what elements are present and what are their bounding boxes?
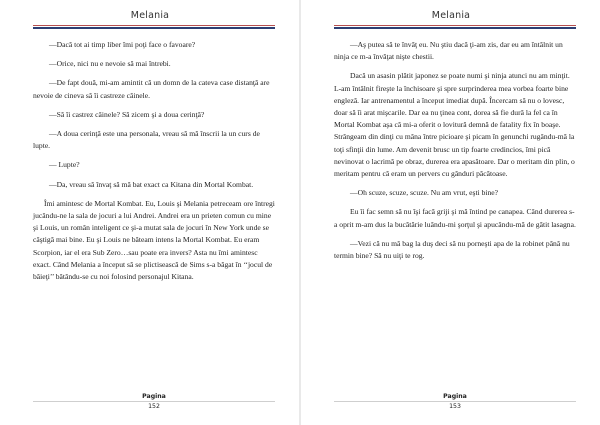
left-page-body: [33, 39, 275, 290]
left-page-footer: [33, 388, 275, 418]
right-page-title: Melania: [431, 10, 471, 21]
right-page-footer: [334, 388, 576, 418]
left-header-rule-red: [33, 25, 275, 26]
paragraph: Îmi amintesc de Mortal Kombat. Eu, Louis şi Melania petreceam ore întregi jucându-ne la sala de jocuri a lui Andrei. Andrei era un prieten comun cu mine şi Louis, un român inteligent ce şi-a mutat sala de jocuri în New York unde se câştigă mai bine. Eu şi Louis ne băteam intens la Mortal Kombat. Eu eram Scorpion, iar el era Sub Zero…sau poate era invers? Asta nu îmi amintesc exact. Când Melania a început să se plictisească de Sims s-a băgat în ‘‘jocul de băieţi’’ bătându-se cu noi folosind personajul Kitana.: [33, 198, 275, 282]
left-footer-rule: [33, 401, 275, 402]
right-footer-rule: [334, 401, 576, 402]
paragraph: —A doua cerinţă este una personala, vreau să mă înscrii la un curs de lupte.: [33, 129, 260, 151]
paragraph: —Orice, nici nu e nevoie să mai întrebi.: [49, 59, 171, 69]
paragraph: — Lupte?: [49, 160, 80, 170]
paragraph: —Aş putea să te învăţ eu. Nu ştiu dacă ţi-am zis, dar eu am întâlnit un ninja ce m-a învăţat nişte chestii.: [334, 40, 563, 62]
paragraph: —De fapt două, mi-am amintit că un domn de la cateva case distanţă are nevoie de cineva să îi castreze câinele.: [33, 78, 270, 100]
left-page-number: 152: [148, 403, 160, 410]
right-header-rule-blue: [334, 27, 576, 29]
paragraph: Eu îi fac semn să nu îşi facă griji şi mă întind pe canapea. Când durerea s-a oprit m-am dus la bucătărie luându-mi şorţul şi apucându-mă de gătit lasagna.: [334, 207, 576, 229]
paragraph: —Să îi castrez câinele? Să zicem şi a doua cerinţă?: [49, 109, 205, 119]
right-page-number: 153: [449, 403, 461, 410]
left-footer-label: Pagina: [142, 393, 166, 400]
left-page-title: Melania: [130, 10, 170, 21]
right-header-rule-red: [334, 25, 576, 26]
paragraph: —Dacă tot ai timp liber îmi poţi face o favoare?: [49, 40, 196, 49]
right-footer-label: Pagina: [443, 393, 467, 400]
left-page: [3, 0, 297, 425]
left-header-rule-blue: [33, 27, 275, 29]
paragraph: —Da, vreau să învaţ să mă bat exact ca Kitana din Mortal Kombat.: [49, 179, 254, 189]
page-gutter: [299, 0, 301, 425]
paragraph: Dacă un asasin plătit japonez se poate numi şi ninja atunci nu am minţit. L-am întâlnit fireşte la închisoare şi spre surprinderea mea vorbea foarte bine engleză. Iar antrenamentul a început imediat după. Încercam să nu o lovesc, doar să îi arat mişcarile. Dar ea nu ţinea cont, dorea să fie dură la fel ca în Mortal Kombat aşa că mi-a oferit o lovitură demnă de fatality fix în boaşe. Strângeam din dinţi cu mâna între picioare şi picam în genunchi rugându-mă la toţi sfinţii din lume. Am devenit brusc un tip foarte credincios, îmi pică nevinovat o lacrimă pe obraz, durerea era apasătoare. Dar o meritam din plin, o meritam pentru că eram un pervers cu gânduri păcătoase.: [334, 71, 575, 179]
right-page: [304, 0, 598, 425]
paragraph: —Vezi că nu mă bag la duş deci să nu porneşti apa de la robinet până nu termin bine? Să nu uiţi te rog.: [334, 238, 570, 261]
paragraph: —Oh scuze, scuze, scuze. Nu am vrut, eşti bine?: [350, 188, 499, 198]
right-page-body: [334, 39, 576, 269]
